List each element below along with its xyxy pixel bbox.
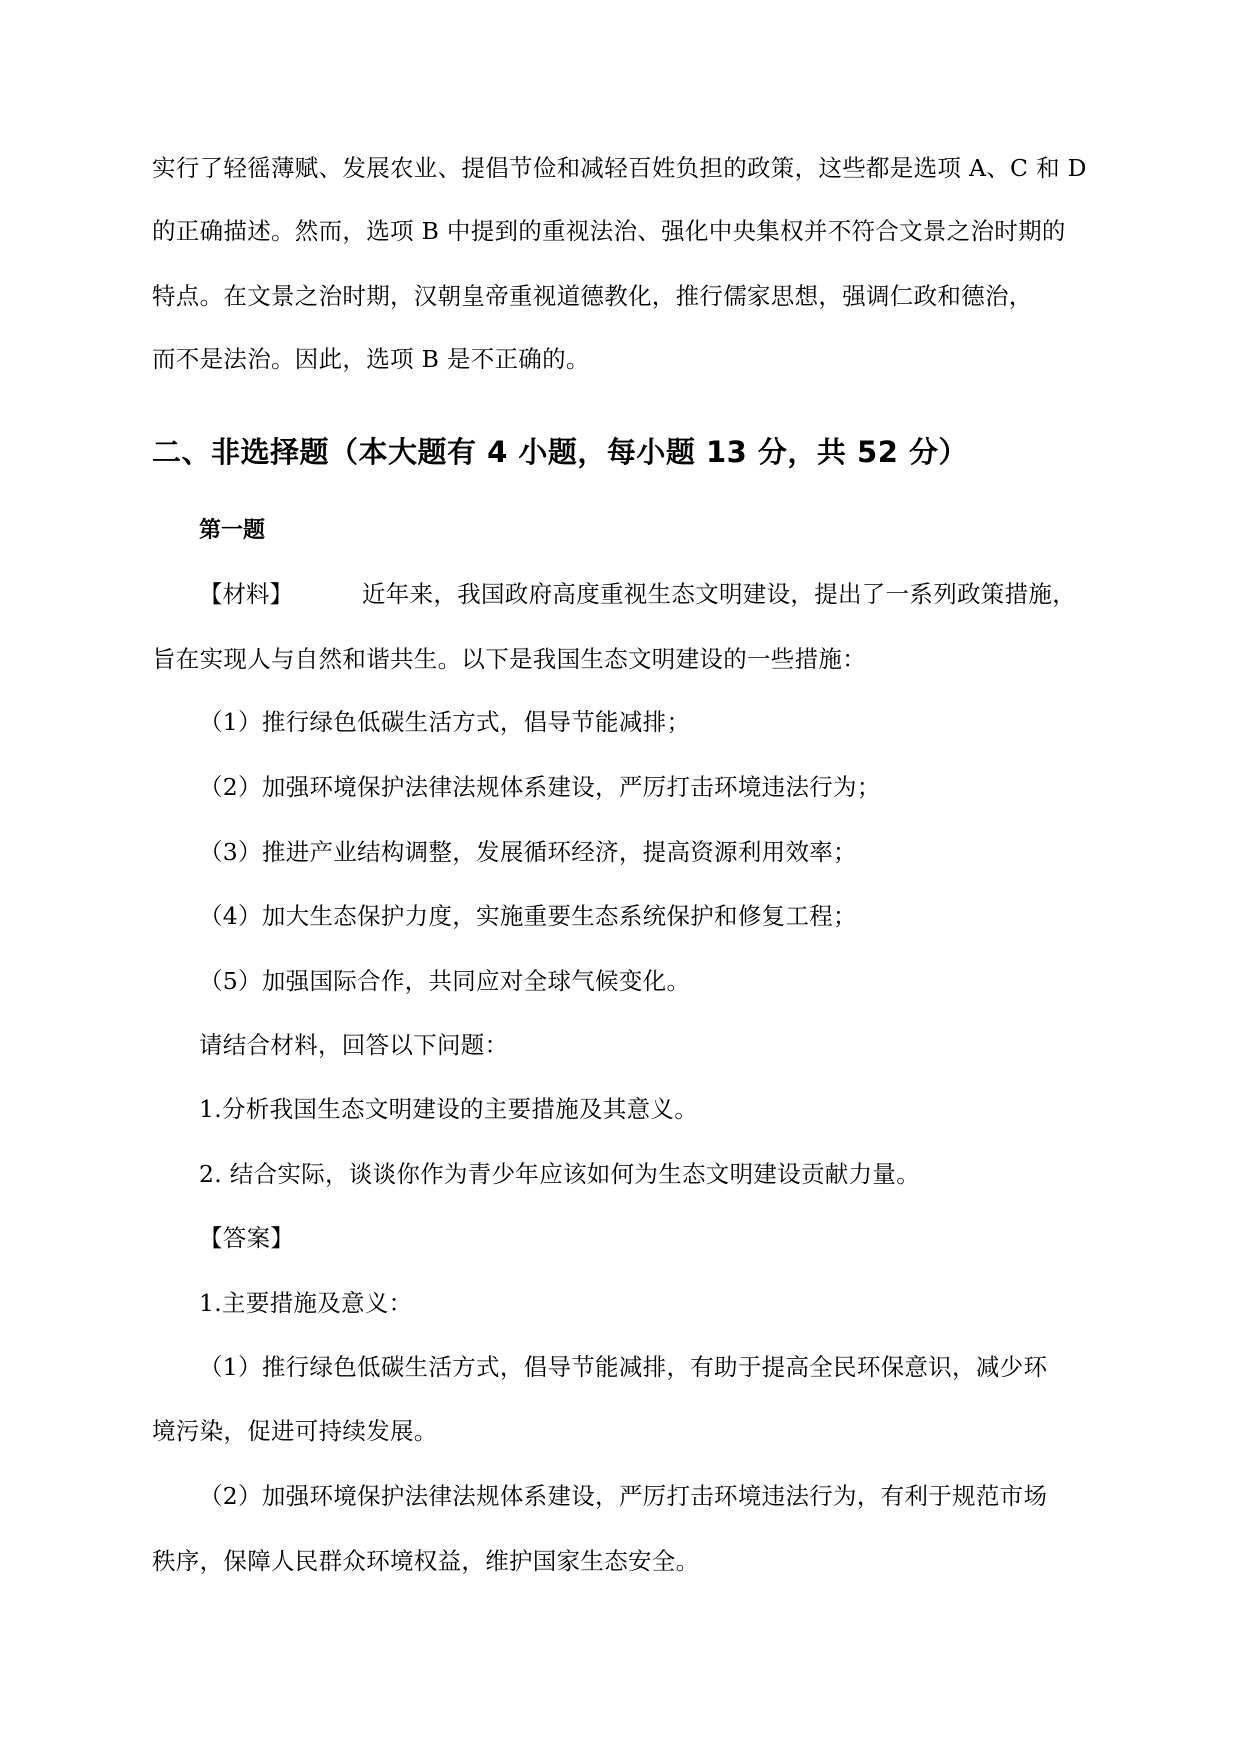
answer-label: 【答案】 xyxy=(199,1224,295,1252)
question-1: 1.分析我国生态文明建设的主要措施及其意义。 xyxy=(199,1095,699,1123)
explanation-line-2: 的正确描述。然而，选项 B 中提到的重视法治、强化中央集权并不符合文景之治时期的 xyxy=(152,217,1066,245)
answer-point-1-line-1: （1）推行绿色低碳生活方式，倡导节能减排，有助于提高全民环保意识，减少环 xyxy=(199,1353,1048,1381)
answer-subtitle: 1.主要措施及意义： xyxy=(199,1289,413,1317)
question-2: 2. 结合实际，谈谈你作为青少年应该如何为生态文明建设贡献力量。 xyxy=(199,1160,920,1188)
explanation-line-3: 特点。在文景之治时期，汉朝皇帝重视道德教化，推行儒家思想，强调仁政和德治， xyxy=(152,282,1033,310)
material-item-1: （1）推行绿色低碳生活方式，倡导节能减排； xyxy=(199,708,691,736)
material-item-4: （4）加大生态保护力度，实施重要生态系统保护和修复工程； xyxy=(199,902,857,930)
question-prompt: 请结合材料，回答以下问题： xyxy=(199,1031,509,1059)
section-heading: 二、非选择题（本大题有 4 小题，每小题 13 分，共 52 分） xyxy=(152,435,968,469)
material-intro-line-1: 近年来，我国政府高度重视生态文明建设，提出了一系列政策措施， xyxy=(362,580,1076,608)
answer-point-1-line-2: 境污染，促进可持续发展。 xyxy=(152,1417,438,1445)
answer-point-2-line-1: （2）加强环境保护法律法规体系建设，严厉打击环境违法行为，有利于规范市场 xyxy=(199,1482,1048,1510)
question-title: 第一题 xyxy=(199,518,266,543)
material-item-5: （5）加强国际合作，共同应对全球气候变化。 xyxy=(199,967,691,995)
explanation-line-1: 实行了轻徭薄赋、发展农业、提倡节俭和减轻百姓负担的政策，这些都是选项 A、C 和 D xyxy=(152,154,1087,182)
explanation-line-4: 而不是法治。因此，选项 B 是不正确的。 xyxy=(152,345,590,373)
material-item-2: （2）加强环境保护法律法规体系建设，严厉打击环境违法行为； xyxy=(199,773,881,801)
material-intro-line-2: 旨在实现人与自然和谐共生。以下是我国生态文明建设的一些措施： xyxy=(152,645,866,673)
answer-point-2-line-2: 秩序，保障人民群众环境权益，维护国家生态安全。 xyxy=(152,1547,700,1575)
material-label: 【材料】 xyxy=(199,580,293,608)
material-item-3: （3）推进产业结构调整，发展循环经济，提高资源利用效率； xyxy=(199,838,857,866)
